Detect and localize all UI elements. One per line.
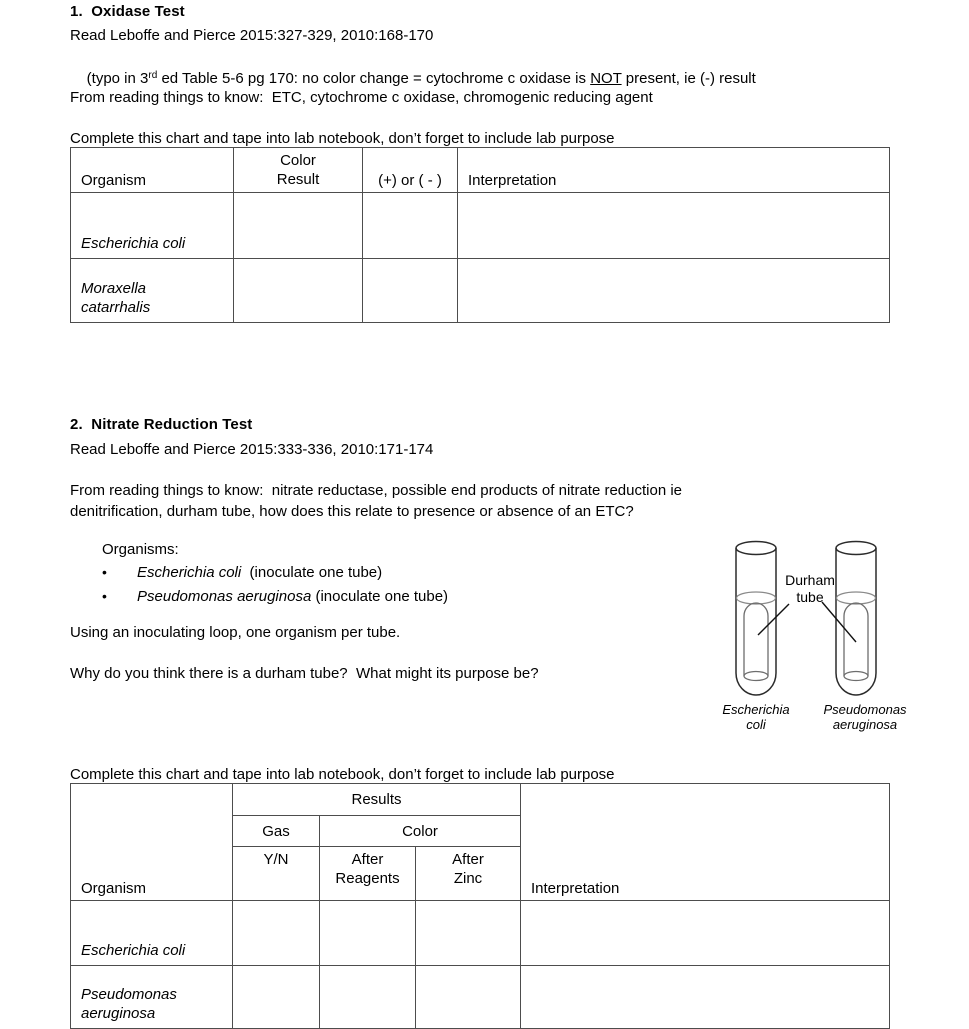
organism-line2: aeruginosa — [81, 1005, 156, 1022]
left-tube-rim — [736, 542, 776, 555]
right-tube-caption — [805, 702, 925, 732]
section-1-heading — [70, 2, 185, 21]
organism-note: (inoculate one tube) — [241, 564, 383, 581]
cell-interpretation[interactable] — [521, 966, 890, 1029]
organism-line2: catarrhalis — [81, 299, 151, 316]
cell-sign[interactable] — [363, 193, 458, 259]
cell-after-reagents[interactable] — [320, 901, 416, 966]
durham-tube-diagram — [700, 530, 930, 745]
durham-tube-label — [765, 572, 855, 606]
nitrate-reduction-table — [70, 783, 890, 1029]
section-1-title: Oxidase Test — [91, 3, 185, 20]
section-2-heading — [70, 415, 252, 434]
right-tube-body — [836, 548, 876, 695]
header-color-result — [234, 148, 363, 193]
section-2-know-line-1: From reading things to know: nitrate reductase, possible end products of nitrate reduction ie — [70, 482, 683, 499]
left-tube-caption — [696, 702, 816, 732]
right-durham-tube-body — [844, 603, 868, 676]
cell-color-result[interactable] — [234, 259, 363, 323]
section-1-number: 1. — [70, 3, 83, 20]
header-after-zinc — [416, 847, 521, 901]
table-row — [71, 901, 890, 966]
table-header-row-results — [71, 784, 890, 816]
typo-line-after: present, ie (-) result — [621, 69, 756, 87]
durham-tube-question: Why do you think there is a durham tube? What might its purpose be? — [70, 665, 539, 682]
section-2-number: 2. — [70, 416, 83, 433]
cell-gas[interactable] — [233, 966, 320, 1029]
cell-interpretation[interactable] — [458, 193, 890, 259]
header-sign: (+) or ( - ) — [363, 148, 458, 193]
table-row — [71, 259, 890, 323]
oxidase-test-table — [70, 147, 890, 323]
durham-label-line2: tube — [796, 589, 824, 605]
after-reagents-line1: After — [351, 851, 384, 868]
after-zinc-line2: Zinc — [453, 870, 483, 887]
cell-interpretation[interactable] — [458, 259, 890, 323]
table-row — [71, 193, 890, 259]
header-color: Color — [320, 816, 521, 847]
test-tubes-illustration — [700, 530, 930, 710]
header-interpretation: Interpretation — [521, 784, 890, 901]
leader-line-left — [758, 604, 789, 635]
cell-after-zinc[interactable] — [416, 966, 521, 1029]
table-row — [71, 966, 890, 1029]
cell-interpretation[interactable] — [521, 901, 890, 966]
right-caption-line1: Pseudomonas — [823, 702, 907, 717]
header-interpretation: Interpretation — [458, 148, 890, 193]
header-organism: Organism — [71, 148, 234, 193]
row-organism-escherichia-coli: Escherichia coli — [71, 901, 233, 966]
after-reagents-line2: Reagents — [335, 870, 400, 887]
left-durham-tube-base — [744, 672, 768, 681]
section-1-read-line: Read Leboffe and Pierce 2015:327-329, 2010:168-170 — [70, 27, 434, 44]
section-1-know-line: From reading things to know: ETC, cytochrome c oxidase, chromogenic reducing agent — [70, 89, 653, 106]
cell-color-result[interactable] — [234, 193, 363, 259]
organism-note: (inoculate one tube) — [311, 588, 449, 605]
list-item-pseudomonas-aeruginosa — [102, 585, 448, 609]
inoculating-loop-line: Using an inoculating loop, one organism per tube. — [70, 624, 401, 641]
right-caption-line2: aeruginosa — [832, 717, 898, 732]
table-header-row — [71, 148, 890, 193]
left-tube-body — [736, 548, 776, 695]
left-caption-line1: Escherichia — [722, 702, 790, 717]
cell-sign[interactable] — [363, 259, 458, 323]
organism-name: Escherichia coli — [137, 564, 242, 581]
organism-name: Pseudomonas aeruginosa — [137, 588, 312, 605]
row-organism-pseudomonas-aeruginosa — [71, 966, 233, 1029]
typo-line-before: (typo in 3 — [86, 69, 149, 87]
section-1-chart-intro: Complete this chart and tape into lab notebook, don’t forget to include lab purpose — [70, 130, 615, 147]
typo-line-not-emphasis: NOT — [590, 69, 622, 87]
header-yn: Y/N — [233, 847, 320, 901]
header-after-reagents — [320, 847, 416, 901]
header-gas: Gas — [233, 816, 320, 847]
oxidase-test-table-wrapper — [70, 147, 890, 323]
section-2-read-line: Read Leboffe and Pierce 2015:333-336, 2010:171-174 — [70, 441, 434, 458]
section-2-know-line-2: denitrification, durham tube, how does this relate to presence or absence of an ETC? — [70, 503, 634, 520]
typo-line-middle: ed Table 5-6 pg 170: no color change = cytochrome c oxidase is — [157, 69, 591, 87]
header-results: Results — [233, 784, 521, 816]
row-organism-moraxella-catarrhalis — [71, 259, 234, 323]
header-organism: Organism — [71, 784, 233, 901]
row-organism-escherichia-coli: Escherichia coli — [71, 193, 234, 259]
durham-label-line1: Durham — [785, 572, 835, 588]
right-tube-rim — [836, 542, 876, 555]
header-color-line2: Result — [276, 171, 320, 188]
organisms-list — [102, 561, 448, 609]
left-durham-tube-body — [744, 603, 768, 676]
list-item-escherichia-coli — [102, 561, 448, 585]
right-durham-tube-base — [844, 672, 868, 681]
after-zinc-line1: After — [452, 851, 484, 868]
header-color-line1: Color — [280, 152, 316, 169]
cell-after-reagents[interactable] — [320, 966, 416, 1029]
section-2-chart-intro: Complete this chart and tape into lab notebook, don’t forget to include lab purpose — [70, 766, 615, 783]
cell-gas[interactable] — [233, 901, 320, 966]
cell-after-zinc[interactable] — [416, 901, 521, 966]
left-caption-line2: coli — [746, 717, 766, 732]
organisms-label: Organisms: — [102, 541, 179, 558]
section-2-title: Nitrate Reduction Test — [91, 416, 253, 433]
ordinal-suffix: rd — [148, 69, 158, 81]
organism-line1: Pseudomonas — [81, 986, 177, 1003]
leader-line-right — [822, 602, 856, 642]
organism-line1: Moraxella — [81, 280, 147, 297]
nitrate-reduction-table-wrapper — [70, 783, 890, 1029]
